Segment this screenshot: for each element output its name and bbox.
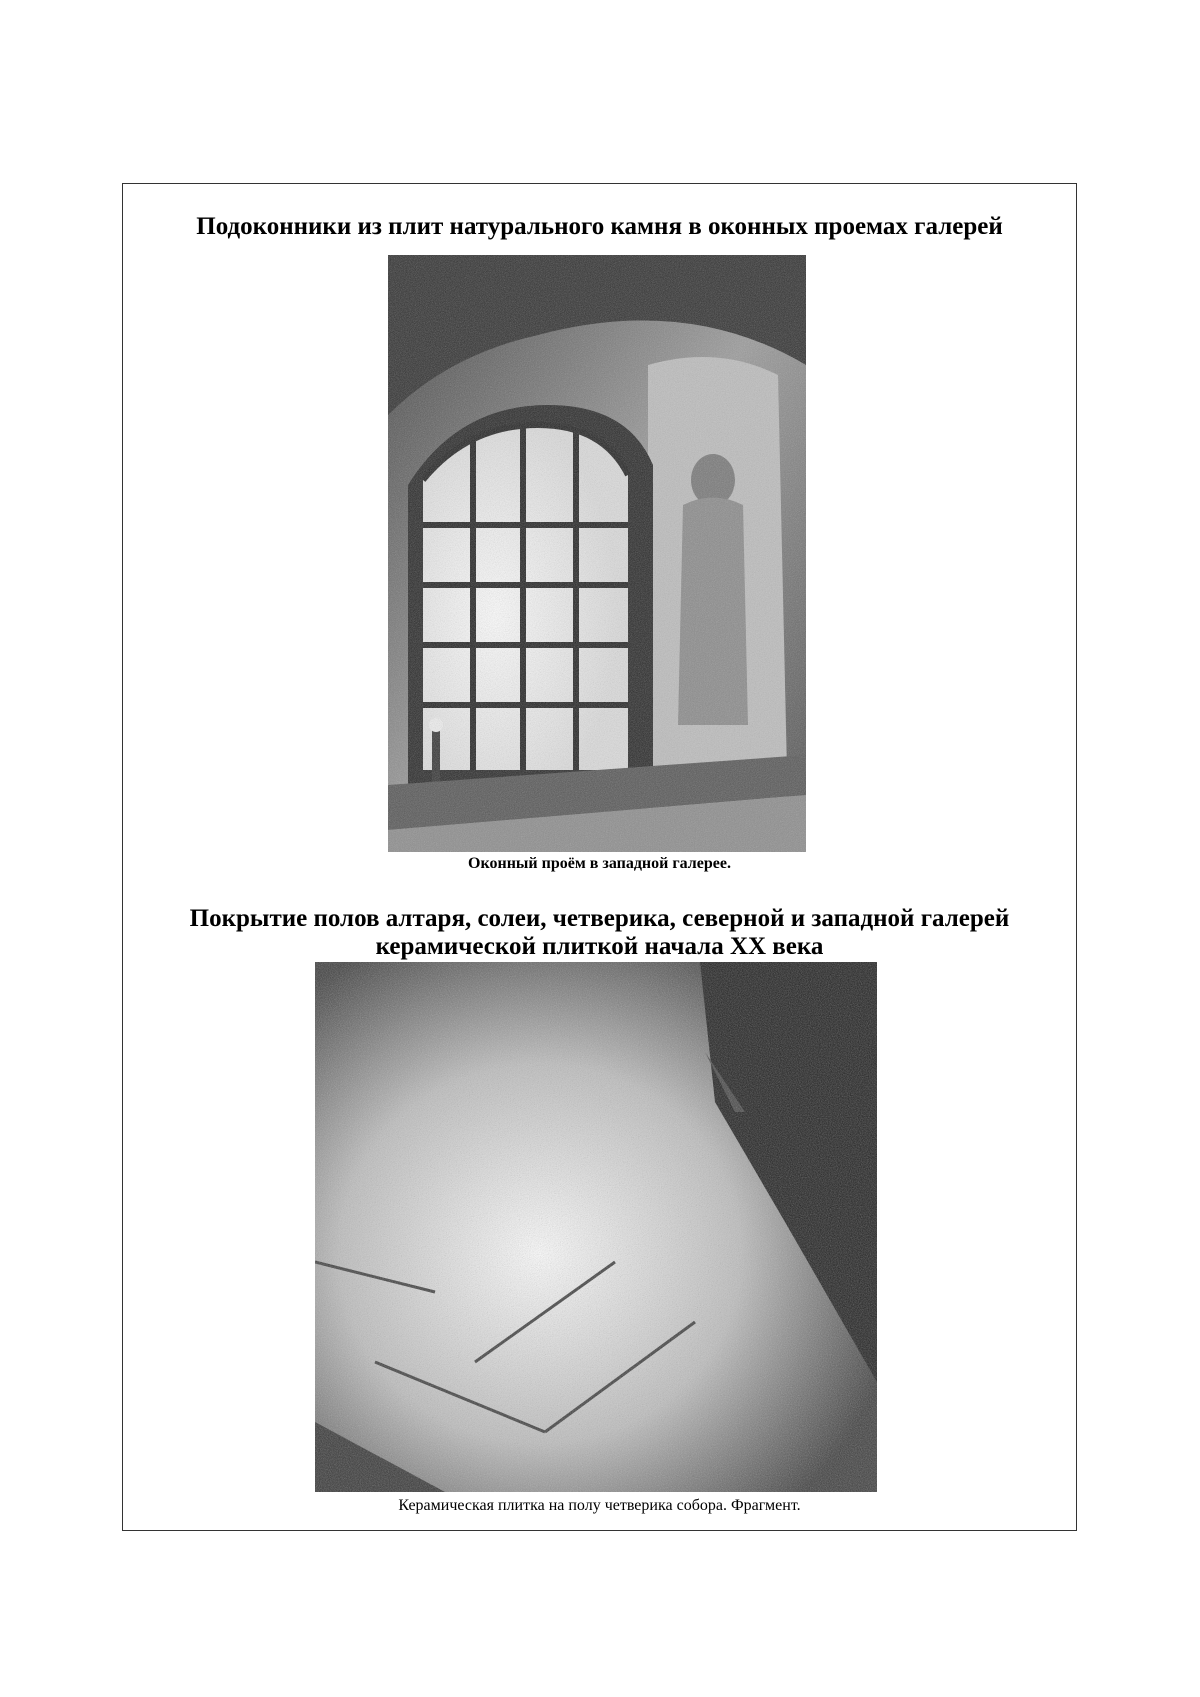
photo-ceramic-tiles	[315, 962, 877, 1492]
document-frame	[122, 183, 1077, 1531]
tile-photo-illustration	[315, 962, 877, 1492]
section-title-line-2: керамической плиткой начала XX века	[375, 933, 824, 960]
photo-caption-window: Оконный проём в западной галерее.	[468, 855, 731, 872]
section-title-line-1: Покрытие полов алтаря, солеи, четверика, северной и западной галерей	[189, 905, 1010, 932]
section-title-window-sills: Подоконники из плит натурального камня в оконных проемах галерей	[196, 213, 1003, 240]
section-title-floor-covering	[123, 905, 1076, 961]
photo-caption-tiles: Керамическая плитка на полу четверика собора. Фрагмент.	[398, 1497, 801, 1514]
window-photo-illustration	[388, 255, 806, 852]
photo-window-opening	[388, 255, 806, 852]
